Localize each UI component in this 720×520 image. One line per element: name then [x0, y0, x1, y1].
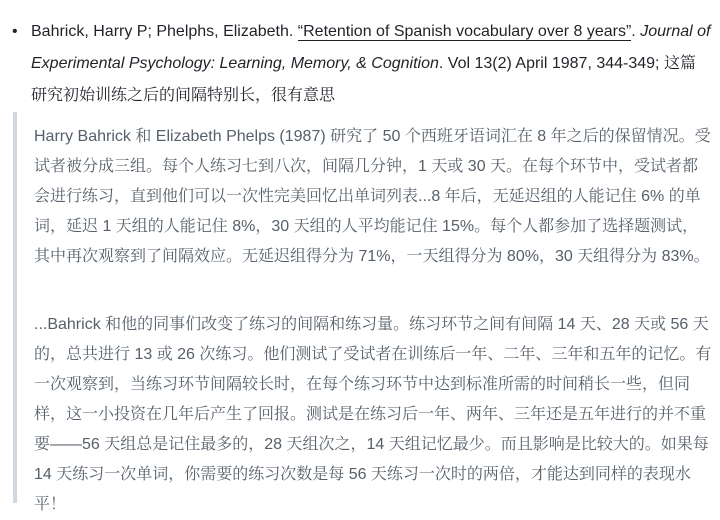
bullet-marker: •: [12, 23, 18, 40]
reference-title-link[interactable]: “Retention of Spanish vocabulary over 8 years”: [297, 23, 632, 40]
reference-journal: Journal of Experimental Psychology: Learning, Memory, & Cognition: [31, 23, 711, 72]
blockquote: [13, 112, 713, 513]
quote-paragraph-2: ...Bahrick 和他的同事们改变了练习的间隔和练习量。练习环节之间有间隔 14 天、28 天或 56 天的，总共进行 13 或 26 次练习。他们测试了受试者在训练后一年、二年、三年和五年的记忆。有一次观察到，当练习环节间隔较长时，在每个练习环节中达到标准所需的时间稍长一些，但同样，这一小投资在几年后产生了回报。测试是在练习后一年、两年、三年还是五年进行的并不重要——56 天组总是记住最多的，28 天组次之，14 天组记忆最少。而且影响是比较大的。如果每 14 天练习一次单词，你需要的练习次数是每 56 天练习一次时的两倍，才能达到同样的表现水平！: [34, 316, 712, 513]
quote-paragraph-1: Harry Bahrick 和 Elizabeth Phelps (1987) 研究了 50 个西班牙语词汇在 8 年之后的保留情况。受试者被分成三组。每个人练习七到八次，间隔几分钟，1 天或 30 天。在每个环节中，受试者都会进行练习，直到他们可以一次性完美回忆出单词列表...8 年后，无延迟组的人能记住 6% 的单词，延迟 1 天组的人能记住 8%，30 天组的人平均能记住 15%。每个人都参加了选择题测试，其中再次观察到了间隔效应。无延迟组得分为 71%，一天组得分为 80%，30 天组得分为 83%。: [34, 128, 711, 265]
reference-title-period: .: [631, 23, 636, 40]
reference-authors: Bahrick, Harry P; Phelphs, Elizabeth.: [31, 23, 298, 40]
reference-details: . Vol 13(2) April 1987, 344-349; 这篇研究初始训练之后的间隔特别长，很有意思: [31, 55, 696, 104]
reference-text: [31, 16, 711, 112]
